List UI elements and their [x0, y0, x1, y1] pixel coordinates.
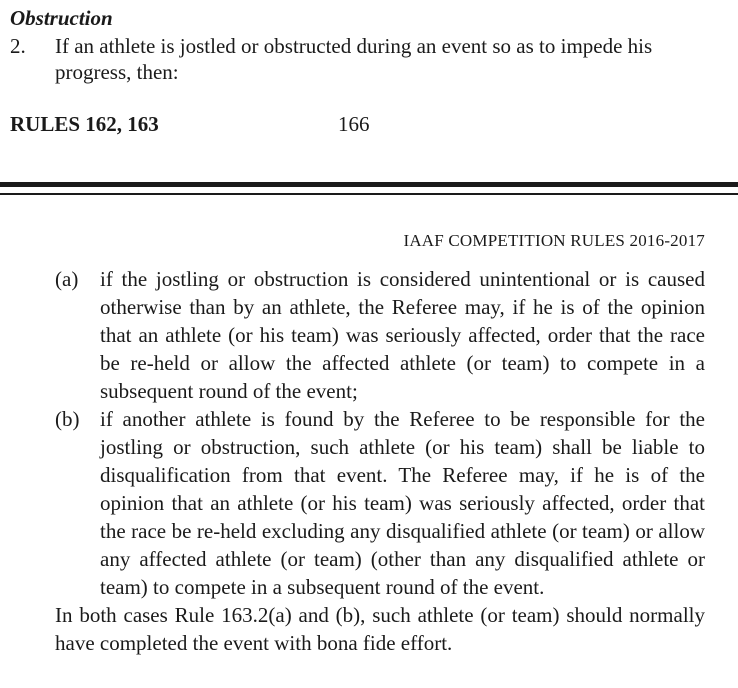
- page-divider-thick: [0, 182, 738, 187]
- page-divider-thin: [0, 193, 738, 195]
- paragraph-number: 2.: [10, 34, 26, 58]
- paragraph-text: If an athlete is jostled or obstructed during an event so as to impede his progress, then:: [55, 34, 653, 84]
- list-item-label: (b): [55, 407, 80, 431]
- list-item-a: [55, 265, 705, 405]
- list-item-b: [55, 405, 705, 601]
- list-item-label: (a): [55, 267, 79, 291]
- running-header: IAAF COMPETITION RULES 2016-2017: [403, 231, 705, 250]
- list-item-text: if the jostling or obstruction is considered unintentional or is caused otherwise than by an athlete, the Referee may, if he is of the opinion that an athlete (or his team) was seriously affected, order that the race be re-held or allow the affected athlete (or team) to compete in a subsequent round of the event;: [100, 267, 705, 403]
- list-item-text: if another athlete is found by the Referee to be responsible for the jostling or obstruction, such athlete (or his team) shall be liable to disqualification from that event. The Referee may, if he is of the opinion that an athlete (or his team) was seriously affected, order that the race be re-held excluding any disqualified athlete (or team) or allow any affected athlete (or team) (other than any disqualified athlete or team) to compete in a subsequent round of the event.: [100, 407, 705, 599]
- paragraph-2: [10, 33, 710, 85]
- closing-paragraph: In both cases Rule 163.2(a) and (b), such athlete (or team) should normally have completed the event with bona fide effort.: [55, 603, 705, 655]
- page-number: 166: [338, 112, 370, 136]
- rule-body: [55, 265, 705, 657]
- page-footer-rules: RULES 162, 163: [10, 112, 159, 136]
- section-heading: Obstruction: [10, 6, 113, 30]
